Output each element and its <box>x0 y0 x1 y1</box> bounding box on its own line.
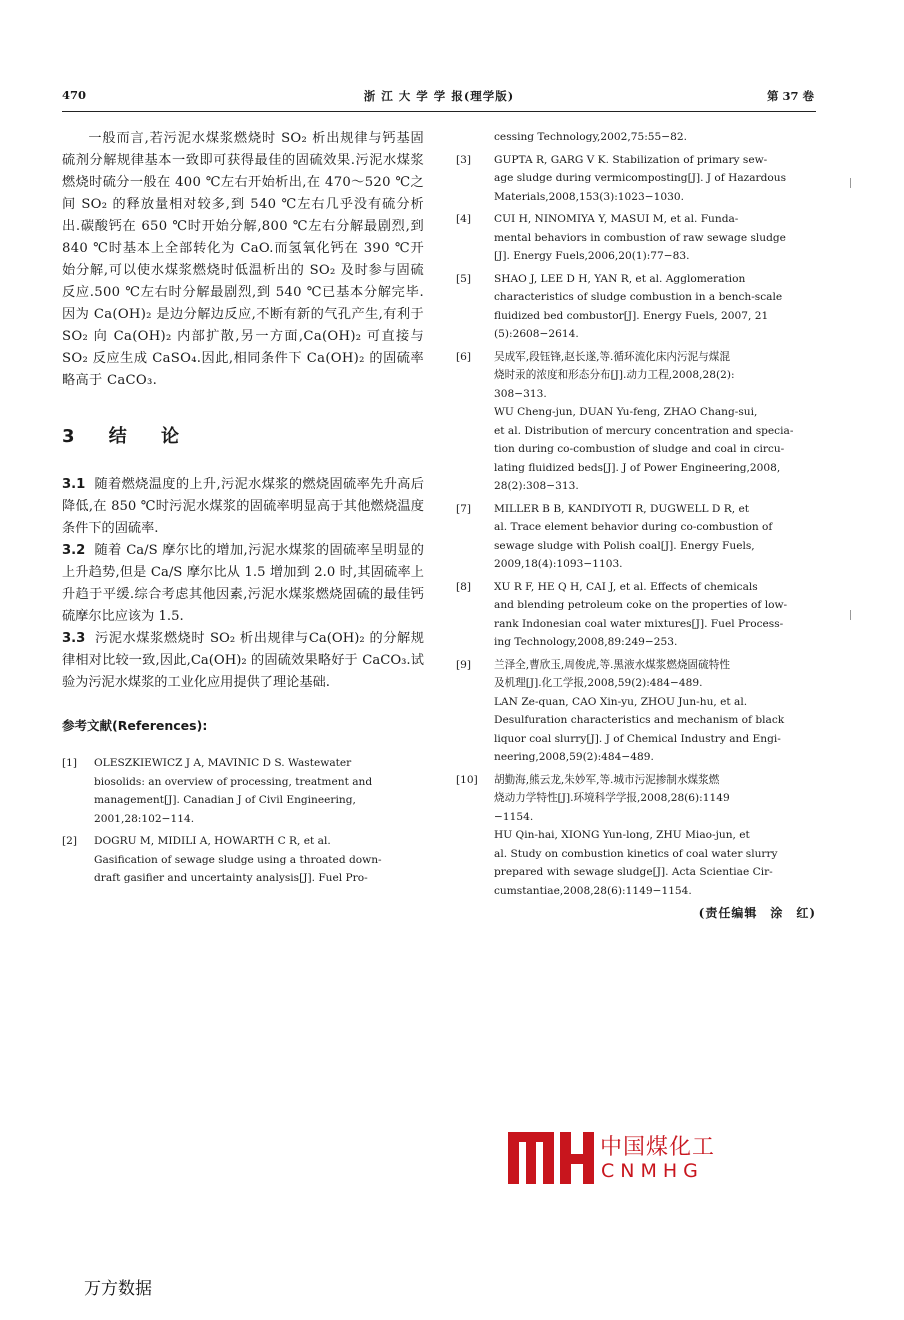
conclusion-text: 污泥水煤浆燃烧时 SO₂ 析出规律与Ca(OH)₂ 的分解规律相对比较一致,因此,Ca(OH)₂ 的固硫效果略好于 CaCO₃.试验为污泥水煤浆的工业化应用提供了理论基础. <box>62 631 424 690</box>
reference-item <box>62 832 424 888</box>
volume-label: 第 37 卷 <box>766 89 814 103</box>
reference-item <box>456 348 816 496</box>
reference-line: prepared with sewage sludge[J]. Acta Scientiae Cir- <box>494 866 773 878</box>
reference-line: 烧时汞的浓度和形态分布[J].动力工程,2008,28(2): <box>494 369 735 381</box>
reference-line: 兰泽全,曹欣玉,周俊虎,等.黑液水煤浆燃烧固硫特性 <box>494 658 730 671</box>
reference-line: SHAO J, LEE D H, YAN R, et al. Agglomeration <box>494 272 746 285</box>
reference-line: (5):2608−2614. <box>494 328 579 340</box>
reference-number: [10] <box>456 773 478 786</box>
responsible-editor: (责任编辑 涂 红) <box>698 906 816 920</box>
reference-line: age sludge during vermicomposting[J]. J of Hazardous <box>494 172 787 184</box>
conclusion-number: 3.2 <box>62 543 86 558</box>
reference-number: [5] <box>456 272 472 285</box>
scan-mark <box>850 610 851 620</box>
conclusion-number: 3.3 <box>62 631 86 646</box>
running-header <box>62 88 816 108</box>
reference-line: 胡勤海,熊云龙,朱妙军,等.城市污泥掺制水煤浆燃 <box>494 773 720 786</box>
reference-number: [8] <box>456 580 472 593</box>
body-paragraph: 一般而言,若污泥水煤浆燃烧时 SO₂ 析出规律与钙基固硫剂分解规律基本一致即可获得最佳的固硫效果.污泥水煤浆燃烧时硫分一般在 400 ℃左右开始析出,在 470～520 ℃之间 SO₂ 的释放量相对较多,到 540 ℃左右几乎没有硫分析出.碳酸钙在 650 ℃时开始分解,800 ℃左右分解最剧烈,到840 ℃时基本上全部转化为 CaO.而氢氧化钙在 390 ℃开始分解,可以使水煤浆燃烧时低温析出的 SO₂ 及时参与固硫反应.500 ℃左右时分解最剧烈,到 540 ℃已基本分解完毕.因为 Ca(OH)₂ 是边分解边反应,不断有新的气孔产生,有利于 SO₂ 向 Ca(OH)₂ 内部扩散,另一方面,Ca(OH)₂ 可直接与 SO₂ 反应生成 CaSO₄.因此,相同条件下 Ca(OH)₂ 的固硫率略高于 CaCO₃. <box>62 131 424 388</box>
reference-item <box>456 270 816 344</box>
reference-line: 2001,28:102−114. <box>94 812 195 825</box>
reference-line: 及机理[J].化工学报,2008,59(2):484−489. <box>494 677 703 689</box>
left-column <box>62 128 424 892</box>
reference-line: characteristics of sludge combustion in a bench-scale <box>494 291 783 303</box>
reference-line: mental behaviors in combustion of raw sewage sludge <box>494 231 786 244</box>
reference-line: 28(2):308−313. <box>494 480 579 492</box>
reference-line: ing Technology,2008,89:249−253. <box>494 636 678 648</box>
reference-item <box>456 500 816 574</box>
reference-number: [4] <box>456 213 472 225</box>
reference-line: Desulfuration characteristics and mechanism of black <box>494 714 785 726</box>
conclusion-item <box>62 474 424 540</box>
reference-line: OLESZKIEWICZ J A, MAVINIC D S. Wastewater <box>94 757 352 769</box>
reference-line: 烧动力学特性[J].环境科学学报,2008,28(6):1149 <box>494 792 730 804</box>
section-title: 3 结 论 <box>62 426 194 447</box>
cnmhg-logo <box>508 1128 718 1188</box>
logo-chinese-text: 中国煤化工 <box>600 1135 716 1160</box>
reference-line: liquor coal slurry[J]. J of Chemical Industry and Engi- <box>494 732 781 745</box>
conclusion-text: 随着 Ca/S 摩尔比的增加,污泥水煤浆的固硫率呈明显的上升趋势,但是 Ca/S 摩尔比从 1.5 增加到 2.0 时,其固硫率上升趋于平缓.综合考虑其他因素,污泥水煤浆燃烧固硫的最佳钙硫摩尔比应该为 1.5. <box>62 543 424 624</box>
reference-line: Gasification of sewage sludge using a throated down- <box>94 853 382 866</box>
reference-line: tion during co-combustion of sludge and coal in circu- <box>494 443 785 455</box>
wanfang-watermark: 万方数据 <box>84 1279 152 1299</box>
references-title: 参考文献(References): <box>62 718 208 733</box>
page-number: 470 <box>62 88 87 102</box>
reference-line: biosolids: an overview of processing, treatment and <box>94 775 373 788</box>
reference-line: −1154. <box>494 810 534 823</box>
reference-line: draft gasifier and uncertainty analysis[J]. Fuel Pro- <box>94 872 368 884</box>
references-list-right <box>456 128 816 900</box>
logo-english-text: CNMHG <box>601 1160 704 1182</box>
conclusion-number: 3.1 <box>62 477 86 492</box>
reference-line: et al. Distribution of mercury concentration and specia- <box>494 424 794 437</box>
reference-line: MILLER B B, KANDIYOTI R, DUGWELL D R, et <box>494 502 749 515</box>
reference-line: rank Indonesian coal water mixtures[J]. Fuel Process- <box>494 617 784 630</box>
reference-number: [9] <box>456 658 472 671</box>
reference-number: [7] <box>456 502 472 515</box>
reference-item <box>456 578 816 652</box>
journal-title: 浙 江 大 学 学 报(理学版) <box>363 89 515 103</box>
references-list-left <box>62 754 424 888</box>
reference-number: [1] <box>62 757 78 769</box>
reference-number: [6] <box>456 350 472 363</box>
reference-item <box>456 771 816 901</box>
reference-line: lating fluidized beds[J]. J of Power Engineering,2008, <box>494 461 781 474</box>
reference-line: management[J]. Canadian J of Civil Engineering, <box>94 794 356 806</box>
reference-line: XU R F, HE Q H, CAI J, et al. Effects of chemicals <box>494 580 758 593</box>
reference-number: [2] <box>62 835 78 847</box>
reference-item <box>456 210 816 266</box>
conclusion-item <box>62 540 424 628</box>
reference-line: HU Qin-hai, XIONG Yun-long, ZHU Miao-jun, et <box>494 829 750 841</box>
reference-line: fluidized bed combustor[J]. Energy Fuels, 2007, 21 <box>494 309 769 322</box>
reference-line: Materials,2008,153(3):1023−1030. <box>494 190 684 203</box>
reference-line: al. Trace element behavior during co-combustion of <box>494 521 773 533</box>
reference-line: GUPTA R, GARG V K. Stabilization of primary sew- <box>494 153 768 166</box>
reference-line: sewage sludge with Polish coal[J]. Energy Fuels, <box>494 539 755 552</box>
reference-line: al. Study on combustion kinetics of coal water slurry <box>494 847 778 860</box>
reference-line: 308−313. <box>494 387 547 400</box>
scan-mark <box>850 178 851 188</box>
conclusion-item <box>62 628 424 694</box>
conclusions <box>62 474 424 694</box>
header-rule <box>62 111 816 112</box>
reference-line: LAN Ze-quan, CAO Xin-yu, ZHOU Jun-hu, et al. <box>494 695 748 708</box>
reference-line: [J]. Energy Fuels,2006,20(1):77−83. <box>494 250 690 262</box>
reference-line: and blending petroleum coke on the properties of low- <box>494 599 788 611</box>
reference-line: 2009,18(4):1093−1103. <box>494 558 623 570</box>
reference-item <box>456 128 816 147</box>
reference-line: cessing Technology,2002,75:55−82. <box>494 131 687 143</box>
reference-line: cumstantiae,2008,28(6):1149−1154. <box>494 884 692 897</box>
right-column <box>456 128 816 921</box>
cnmhg-logo-icon <box>508 1128 596 1184</box>
conclusion-text: 随着燃烧温度的上升,污泥水煤浆的燃烧固硫率先升高后降低,在 850 ℃时污泥水煤浆的固硫率明显高于其他燃烧温度条件下的固硫率. <box>62 477 424 536</box>
reference-number: [3] <box>456 153 472 166</box>
reference-line: DOGRU M, MIDILI A, HOWARTH C R, et al. <box>94 835 331 847</box>
reference-item <box>456 151 816 207</box>
reference-item <box>62 754 424 828</box>
reference-line: neering,2008,59(2):484−489. <box>494 751 654 763</box>
reference-line: CUI H, NINOMIYA Y, MASUI M, et al. Funda- <box>494 213 739 225</box>
reference-line: 吴成军,段钰锋,赵长遂,等.循环流化床内污泥与煤混 <box>494 350 730 363</box>
reference-line: WU Cheng-jun, DUAN Yu-feng, ZHAO Chang-sui, <box>494 406 758 418</box>
reference-item <box>456 656 816 767</box>
